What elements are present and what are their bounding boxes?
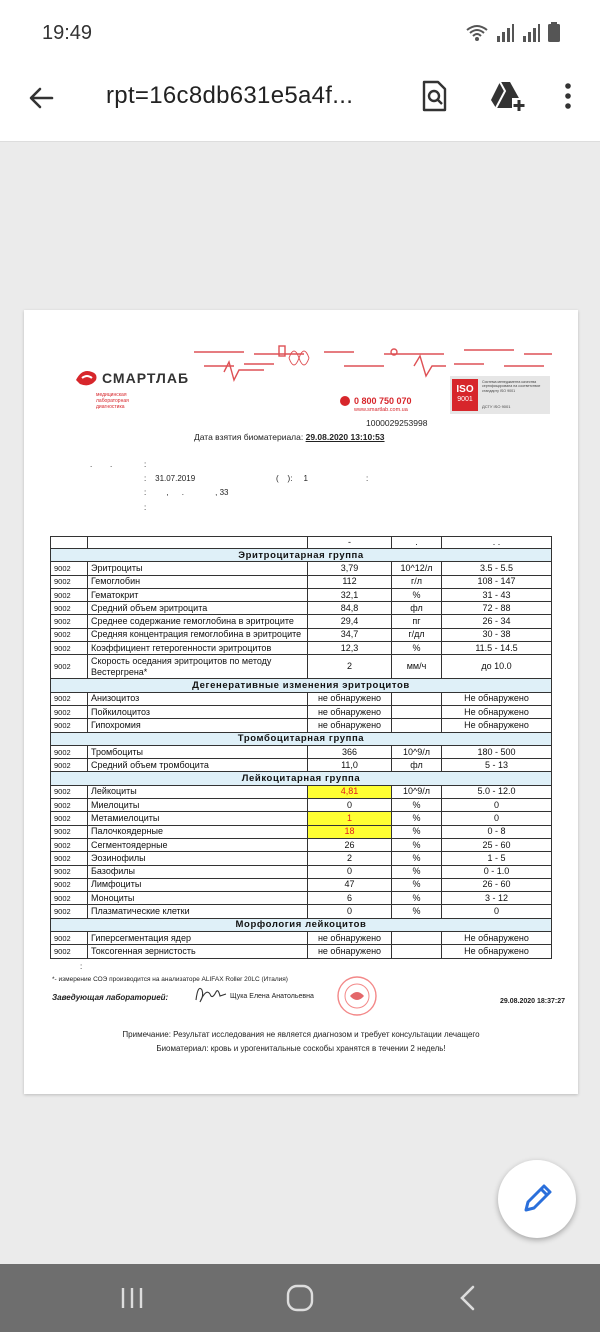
test-value: 29,4 <box>308 615 392 628</box>
test-name: Гематокрит <box>88 588 308 601</box>
test-value: 1 <box>308 812 392 825</box>
search-document-icon[interactable] <box>414 76 454 116</box>
test-value: не обнаружено <box>308 719 392 732</box>
test-unit <box>392 692 442 705</box>
test-name: Гемоглобин <box>88 575 308 588</box>
test-value: 18 <box>308 825 392 838</box>
battery-icon <box>548 22 560 42</box>
test-name: Лейкоциты <box>88 785 308 798</box>
test-value: 3,79 <box>308 562 392 575</box>
table-row <box>51 615 552 628</box>
test-unit: % <box>392 878 442 891</box>
test-value: не обнаружено <box>308 705 392 718</box>
test-unit: пг <box>392 615 442 628</box>
patient-age: ( ): 1 <box>276 474 309 483</box>
test-code: 9002 <box>51 745 88 758</box>
test-code: 9002 <box>51 759 88 772</box>
test-code: 9002 <box>51 628 88 641</box>
test-value: 366 <box>308 745 392 758</box>
test-code: 9002 <box>51 812 88 825</box>
table-row <box>51 812 552 825</box>
test-reference: 26 - 60 <box>442 878 552 891</box>
lab-stamp-icon <box>330 974 384 1018</box>
test-reference: Не обнаружено <box>442 932 552 945</box>
group-title: Лейкоцитарная группа <box>51 772 552 785</box>
test-reference: 3.5 - 5.5 <box>442 562 552 575</box>
table-row <box>51 825 552 838</box>
sign-date: 29.08.2020 18:37:27 <box>500 998 565 1005</box>
header-cell: . <box>392 537 442 549</box>
table-row <box>51 655 552 679</box>
test-name: Токсогенная зернистость <box>88 945 308 958</box>
test-code: 9002 <box>51 892 88 905</box>
patient-colon-3: : <box>144 503 147 512</box>
table-row <box>51 575 552 588</box>
test-reference: 0 <box>442 905 552 918</box>
test-name: Средний объем эритроцита <box>88 602 308 615</box>
test-code: 9002 <box>51 865 88 878</box>
patient-colon-1: : <box>144 460 147 469</box>
test-reference: 11.5 - 14.5 <box>442 642 552 655</box>
order-number: 1000029253998 <box>366 418 428 428</box>
test-code: 9002 <box>51 945 88 958</box>
patient-birth: : 31.07.2019 <box>144 474 196 483</box>
brand-name: СМАРТЛАБ <box>102 370 190 386</box>
more-options-icon[interactable] <box>548 76 588 116</box>
test-reference: 72 - 88 <box>442 602 552 615</box>
iso-badge-text: ISO <box>456 384 474 395</box>
test-value: 112 <box>308 575 392 588</box>
test-code: 9002 <box>51 705 88 718</box>
test-code: 9002 <box>51 932 88 945</box>
test-value: 11,0 <box>308 759 392 772</box>
table-group-row <box>51 772 552 785</box>
patient-colon-2: : <box>366 474 369 483</box>
signature-icon <box>192 982 228 1006</box>
test-unit: 10^9/л <box>392 785 442 798</box>
app-toolbar <box>0 64 600 142</box>
header-cell <box>88 537 308 549</box>
add-to-drive-icon[interactable] <box>486 76 526 116</box>
test-reference: до 10.0 <box>442 655 552 679</box>
test-reference: Не обнаружено <box>442 692 552 705</box>
table-row <box>51 932 552 945</box>
test-unit: % <box>392 812 442 825</box>
test-reference: 1 - 5 <box>442 852 552 865</box>
test-code: 9002 <box>51 785 88 798</box>
table-row <box>51 562 552 575</box>
header-cell: - <box>308 537 392 549</box>
table-row <box>51 692 552 705</box>
test-reference: Не обнаружено <box>442 719 552 732</box>
test-name: Эритроциты <box>88 562 308 575</box>
brand-tagline <box>96 392 129 410</box>
wifi-icon <box>466 24 488 42</box>
brand-tagline-1: медицинская <box>96 392 127 398</box>
test-unit: % <box>392 825 442 838</box>
test-value: не обнаружено <box>308 692 392 705</box>
test-unit: мм/ч <box>392 655 442 679</box>
group-title: Дегенеративные изменения эритроцитов <box>51 679 552 692</box>
group-title: Морфология лейкоцитов <box>51 918 552 931</box>
test-code: 9002 <box>51 602 88 615</box>
test-name: Миелоциты <box>88 799 308 812</box>
test-code: 9002 <box>51 615 88 628</box>
test-name: Палочкоядерные <box>88 825 308 838</box>
table-group-row <box>51 679 552 692</box>
table-row <box>51 602 552 615</box>
test-unit: % <box>392 838 442 851</box>
test-value: 34,7 <box>308 628 392 641</box>
home-icon[interactable] <box>280 1280 320 1316</box>
test-unit: фл <box>392 602 442 615</box>
test-unit: % <box>392 865 442 878</box>
test-value: 0 <box>308 905 392 918</box>
test-unit: % <box>392 852 442 865</box>
test-unit: % <box>392 892 442 905</box>
iso-badge-number: 9001 <box>457 396 473 403</box>
test-reference: 31 - 43 <box>442 588 552 601</box>
test-code: 9002 <box>51 799 88 812</box>
status-time: 19:49 <box>42 22 93 44</box>
signal-icon <box>496 24 514 42</box>
test-unit: % <box>392 588 442 601</box>
table-row <box>51 745 552 758</box>
test-unit: г/дл <box>392 628 442 641</box>
phone-badge-icon <box>340 396 350 406</box>
test-reference: 0 <box>442 812 552 825</box>
test-code: 9002 <box>51 588 88 601</box>
table-group-row <box>51 549 552 562</box>
test-name: Гиперсегментация ядер <box>88 932 308 945</box>
test-value: не обнаружено <box>308 945 392 958</box>
table-row <box>51 785 552 798</box>
iso-block <box>450 376 550 414</box>
test-code: 9002 <box>51 562 88 575</box>
test-name: Базофилы <box>88 865 308 878</box>
test-reference: 3 - 12 <box>442 892 552 905</box>
head-name: Щука Елена Анатольевна <box>230 993 314 1000</box>
test-value: 2 <box>308 852 392 865</box>
patient-address: : , . , 33 <box>144 488 229 497</box>
recent-apps-icon[interactable] <box>112 1280 152 1316</box>
head-label: Заведующая лабораторией: <box>52 993 169 1002</box>
test-name: Эозинофилы <box>88 852 308 865</box>
test-code: 9002 <box>51 692 88 705</box>
table-row <box>51 628 552 641</box>
test-code: 9002 <box>51 642 88 655</box>
test-unit: % <box>392 642 442 655</box>
results-table <box>50 536 552 959</box>
test-reference: 5.0 - 12.0 <box>442 785 552 798</box>
header-cell <box>51 537 88 549</box>
table-row <box>51 759 552 772</box>
test-code: 9002 <box>51 719 88 732</box>
test-value: 12,3 <box>308 642 392 655</box>
table-row <box>51 642 552 655</box>
test-unit <box>392 719 442 732</box>
test-code: 9002 <box>51 878 88 891</box>
test-unit: фл <box>392 759 442 772</box>
table-group-row <box>51 918 552 931</box>
brand-phone: 0 800 750 070 <box>354 396 412 406</box>
brand-site: www.smartlab.com.ua <box>354 407 408 413</box>
table-row <box>51 838 552 851</box>
test-name: Гипохромия <box>88 719 308 732</box>
smartlab-logo-icon <box>74 368 100 388</box>
test-name: Среднее содержание гемоглобина в эритроците <box>88 615 308 628</box>
test-reference: 108 - 147 <box>442 575 552 588</box>
table-row <box>51 945 552 958</box>
test-reference: 0 <box>442 799 552 812</box>
test-name: Моноциты <box>88 892 308 905</box>
table-row <box>51 865 552 878</box>
test-name: Средняя концентрация гемоглобина в эритроците <box>88 628 308 641</box>
patient-dots: . . <box>90 460 113 469</box>
test-unit: 10^12/л <box>392 562 442 575</box>
test-name: Плазматические клетки <box>88 905 308 918</box>
sample-date-label: Дата взятия биоматериала: <box>194 432 304 442</box>
table-header-row <box>51 537 552 549</box>
test-unit <box>392 945 442 958</box>
signal-icon-2 <box>522 24 540 42</box>
table-group-row <box>51 732 552 745</box>
edit-fab-button[interactable] <box>498 1160 576 1238</box>
test-value: 4,81 <box>308 785 392 798</box>
test-name: Коэффициент гетерогенности эритроцитов <box>88 642 308 655</box>
test-reference: 25 - 60 <box>442 838 552 851</box>
test-code: 9002 <box>51 655 88 679</box>
document-title: rpt=16c8db631e5a4f... <box>106 82 354 109</box>
test-unit <box>392 705 442 718</box>
test-code: 9002 <box>51 905 88 918</box>
iso-dstu: ДСТУ ISO 9001 <box>482 404 511 409</box>
test-code: 9002 <box>51 838 88 851</box>
brand-tagline-2: лабораторная <box>96 398 129 404</box>
test-unit <box>392 932 442 945</box>
test-reference: 0 - 1.0 <box>442 865 552 878</box>
test-reference: 180 - 500 <box>442 745 552 758</box>
table-row <box>51 799 552 812</box>
sample-date-value: 29.08.2020 13:10:53 <box>305 432 385 442</box>
test-reference: Не обнаружено <box>442 705 552 718</box>
group-title: Тромбоцитарная группа <box>51 732 552 745</box>
test-name: Средний объем тромбоцита <box>88 759 308 772</box>
test-name: Тромбоциты <box>88 745 308 758</box>
header-cell: . . <box>442 537 552 549</box>
test-name: Пойкилоцитоз <box>88 705 308 718</box>
test-unit: % <box>392 799 442 812</box>
status-bar <box>0 0 600 64</box>
note-line-1: Примечание: Результат исследования не является диагнозом и требует консультации лечащего <box>122 1030 480 1039</box>
test-code: 9002 <box>51 852 88 865</box>
test-unit: 10^9/л <box>392 745 442 758</box>
test-value: 0 <box>308 865 392 878</box>
table-row <box>51 719 552 732</box>
table-row <box>51 705 552 718</box>
status-icons <box>466 22 560 42</box>
test-value: 26 <box>308 838 392 851</box>
test-reference: Не обнаружено <box>442 945 552 958</box>
test-name: Метамиелоциты <box>88 812 308 825</box>
test-name: Лимфоциты <box>88 878 308 891</box>
test-name: Анизоцитоз <box>88 692 308 705</box>
system-navigation-bar <box>0 1264 600 1332</box>
test-value: 6 <box>308 892 392 905</box>
sample-date <box>194 432 385 442</box>
group-title: Эритроцитарная группа <box>51 549 552 562</box>
test-value: 84,8 <box>308 602 392 615</box>
table-row <box>51 852 552 865</box>
table-row <box>51 892 552 905</box>
test-value: 47 <box>308 878 392 891</box>
test-name: Сегментоядерные <box>88 838 308 851</box>
test-code: 9002 <box>51 575 88 588</box>
test-name: Скорость оседания эритроцитов по методу Вестергрена* <box>88 655 308 679</box>
brand-tagline-3: диагностика <box>96 404 125 410</box>
test-unit: г/л <box>392 575 442 588</box>
test-value: 2 <box>308 655 392 679</box>
note-line-2: Биоматериал: кровь и урогенитальные соскобы хранятся в течении 2 недель! <box>156 1044 446 1053</box>
test-reference: 0 - 8 <box>442 825 552 838</box>
back-nav-icon[interactable] <box>448 1280 488 1316</box>
footnote: *- измерение СОЭ производится на анализаторе ALIFAX Roller 20LC (Италия) <box>52 976 288 983</box>
test-value: не обнаружено <box>308 932 392 945</box>
document-page <box>24 310 578 1094</box>
table-row <box>51 905 552 918</box>
after-table-colon: : <box>80 962 83 971</box>
iso-badge <box>452 379 478 411</box>
iso-text: Система менеджмента качества сертифицирована на соответствие стандарту ISO 9001 <box>482 380 541 393</box>
test-reference: 5 - 13 <box>442 759 552 772</box>
test-reference: 26 - 34 <box>442 615 552 628</box>
table-row <box>51 588 552 601</box>
pencil-icon <box>498 1160 576 1238</box>
test-code: 9002 <box>51 825 88 838</box>
back-arrow-icon[interactable] <box>22 78 62 118</box>
test-value: 0 <box>308 799 392 812</box>
test-unit: % <box>392 905 442 918</box>
test-value: 32,1 <box>308 588 392 601</box>
test-reference: 30 - 38 <box>442 628 552 641</box>
table-row <box>51 878 552 891</box>
